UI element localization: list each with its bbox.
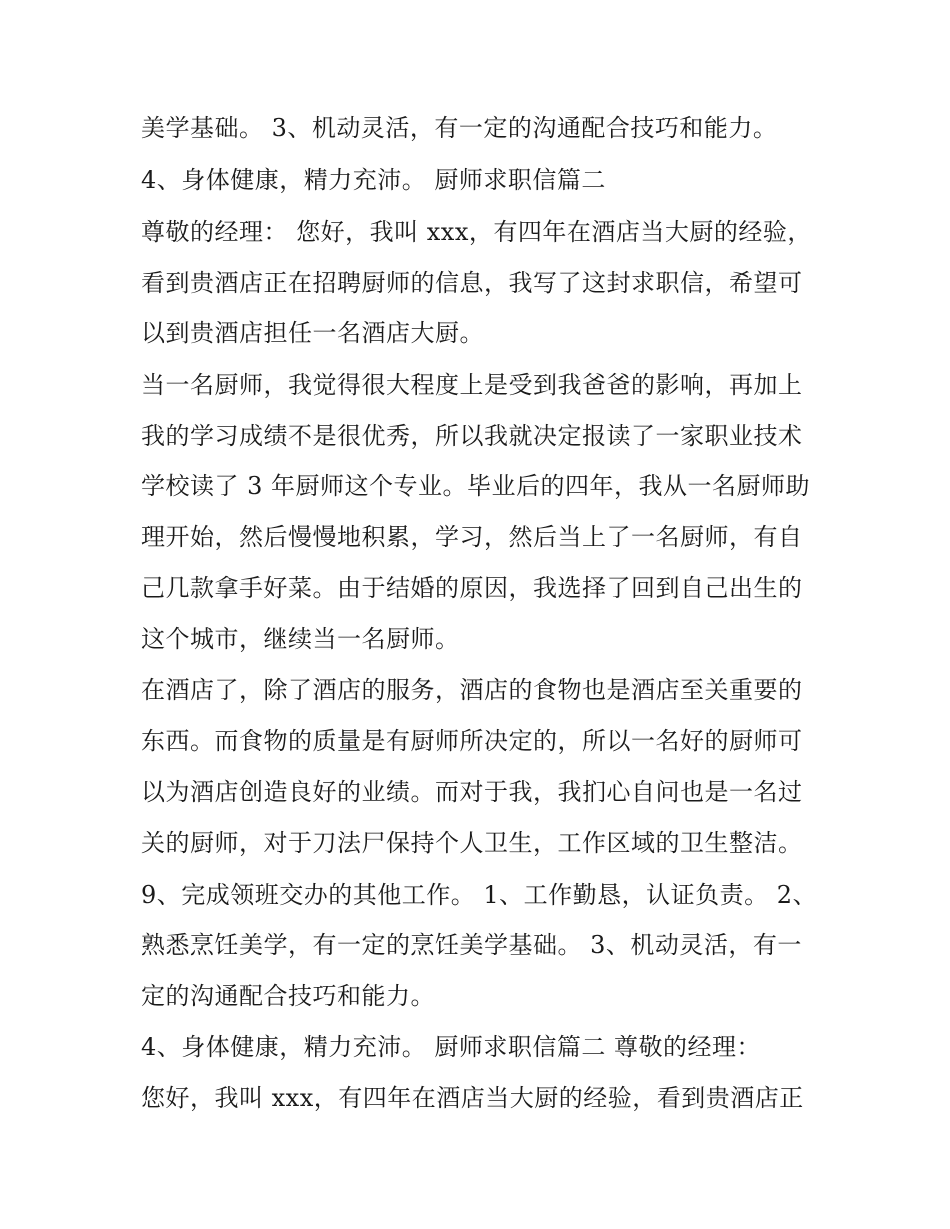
text-line: 己几款拿手好菜。由于结婚的原因，我选择了回到自己出生的	[141, 574, 803, 602]
text-line: 4、身体健康，精力充沛。 厨师求职信篇二	[141, 166, 606, 194]
text-line: 9、完成领班交办的其他工作。 1、工作勤恳，认证负责。 2、	[141, 881, 818, 909]
text-line: 尊敬的经理： 您好，我叫 xxx，有四年在酒店当大厨的经验，	[141, 218, 812, 246]
text-line: 您好，我叫 xxx，有四年在酒店当大厨的经验，看到贵酒店正	[141, 1084, 804, 1112]
text-line: 美学基础。 3、机动灵活，有一定的沟通配合技巧和能力。	[141, 114, 778, 142]
text-line: 看到贵酒店正在招聘厨师的信息，我写了这封求职信，希望可	[141, 269, 803, 297]
text-line: 东西。而食物的质量是有厨师所决定的，所以一名好的厨师可	[141, 727, 803, 755]
text-line: 关的厨师，对于刀法尸保持个人卫生，工作区域的卫生整洁。	[141, 829, 803, 857]
text-line: 在酒店了，除了酒店的服务，酒店的食物也是酒店至关重要的	[141, 676, 803, 704]
text-line: 定的沟通配合技巧和能力。	[141, 982, 435, 1010]
text-line: 我的学习成绩不是很优秀，所以我就决定报读了一家职业技术	[141, 422, 803, 450]
text-line: 理开始，然后慢慢地积累，学习，然后当上了一名厨师，有自	[141, 523, 803, 551]
text-line: 当一名厨师，我觉得很大程度上是受到我爸爸的影响，再加上	[141, 371, 803, 399]
text-line: 以到贵酒店担任一名酒店大厨。	[141, 319, 484, 347]
text-line: 以为酒店创造良好的业绩。而对于我，我扪心自问也是一名过	[141, 778, 803, 806]
text-line: 4、身体健康，精力充沛。 厨师求职信篇二 尊敬的经理：	[141, 1033, 762, 1061]
text-line: 这个城市，继续当一名厨师。	[141, 625, 460, 653]
text-line: 学校读了 3 年厨师这个专业。毕业后的四年，我从一名厨师助	[141, 472, 811, 500]
text-line: 熟悉烹饪美学，有一定的烹饪美学基础。 3、机动灵活，有一	[141, 931, 802, 959]
